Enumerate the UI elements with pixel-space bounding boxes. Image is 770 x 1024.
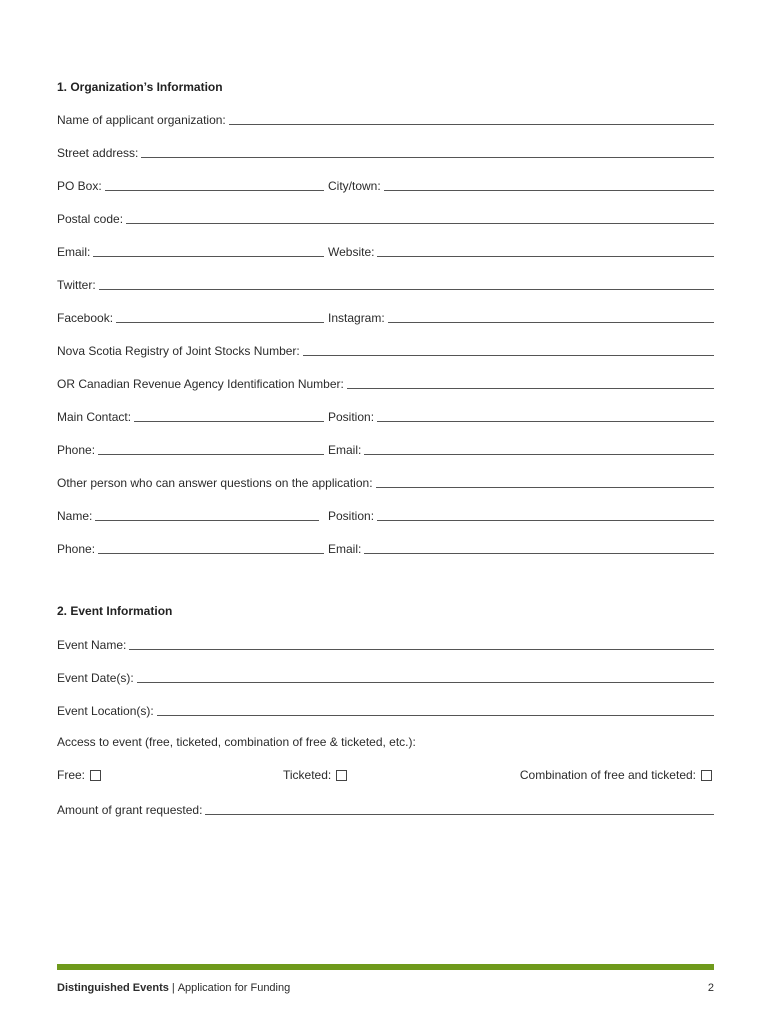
main-contact-input-line[interactable] — [134, 409, 324, 422]
row-cra-number — [57, 375, 714, 391]
cra-number-label: OR Canadian Revenue Agency Identification Number: — [57, 377, 344, 391]
row-postal — [57, 210, 714, 226]
event-name-input-line[interactable] — [129, 637, 714, 650]
event-name-label: Event Name: — [57, 638, 127, 652]
free-label: Free: — [57, 768, 86, 782]
event-location-label: Event Location(s): — [57, 704, 154, 718]
ns-registry-label: Nova Scotia Registry of Joint Stocks Number: — [57, 344, 300, 358]
ticketed-label: Ticketed: — [283, 768, 332, 782]
contact-email-label: Email: — [328, 443, 362, 457]
facebook-label: Facebook: — [57, 311, 114, 325]
page-number: 2 — [707, 982, 714, 994]
footer-separator: | — [171, 982, 175, 994]
event-dates-input-line[interactable] — [137, 670, 714, 683]
other-phone-label: Phone: — [57, 542, 96, 556]
combination-option[interactable] — [520, 767, 712, 783]
po-box-input-line[interactable] — [105, 178, 324, 191]
free-option[interactable] — [57, 767, 101, 783]
row-email-website — [57, 243, 714, 259]
website-field[interactable] — [328, 243, 714, 259]
applicant-org-input-line[interactable] — [229, 112, 714, 125]
email-label: Email: — [57, 245, 91, 259]
row-ns-registry — [57, 342, 714, 358]
ns-registry-field[interactable] — [57, 342, 714, 358]
position-label: Position: — [328, 410, 375, 424]
combination-checkbox[interactable] — [701, 770, 712, 781]
free-checkbox[interactable] — [90, 770, 101, 781]
other-email-label: Email: — [328, 542, 362, 556]
grant-amount-input-line[interactable] — [205, 802, 714, 815]
applicant-org-label: Name of applicant organization: — [57, 113, 226, 127]
applicant-org-field[interactable] — [57, 111, 714, 127]
other-position-label: Position: — [328, 509, 375, 523]
twitter-label: Twitter: — [57, 278, 96, 292]
contact-email-field[interactable] — [328, 441, 714, 457]
other-person-field[interactable] — [57, 474, 714, 490]
row-access-prompt — [57, 735, 714, 751]
row-twitter — [57, 276, 714, 292]
city-field[interactable] — [328, 177, 714, 193]
other-position-input-line[interactable] — [377, 508, 714, 521]
other-email-field[interactable] — [328, 540, 714, 556]
facebook-input-line[interactable] — [116, 310, 324, 323]
street-input-line[interactable] — [141, 145, 714, 158]
footer — [57, 982, 714, 998]
row-facebook-instagram — [57, 309, 714, 325]
name-input-line[interactable] — [95, 508, 319, 521]
event-name-field[interactable] — [57, 636, 714, 652]
website-label: Website: — [328, 245, 375, 259]
ns-registry-input-line[interactable] — [303, 343, 714, 356]
row-grant-amount — [57, 801, 714, 817]
section-title-organization: 1. Organization’s Information — [57, 80, 223, 94]
event-dates-label: Event Date(s): — [57, 671, 134, 685]
row-event-name — [57, 636, 714, 652]
event-location-field[interactable] — [57, 702, 714, 718]
facebook-field[interactable] — [57, 309, 324, 325]
footer-brand: Distinguished Events — [57, 982, 169, 994]
main-contact-label: Main Contact: — [57, 410, 132, 424]
website-input-line[interactable] — [377, 244, 714, 257]
email-field[interactable] — [57, 243, 324, 259]
ticketed-option[interactable] — [283, 767, 347, 783]
city-label: City/town: — [328, 179, 381, 193]
position-input-line[interactable] — [377, 409, 714, 422]
row-street — [57, 144, 714, 160]
row-event-dates — [57, 669, 714, 685]
grant-amount-label: Amount of grant requested: — [57, 803, 203, 817]
street-field[interactable] — [57, 144, 714, 160]
postal-input-line[interactable] — [126, 211, 714, 224]
other-phone-field[interactable] — [57, 540, 324, 556]
other-email-input-line[interactable] — [364, 541, 714, 554]
row-phone-email — [57, 441, 714, 457]
cra-number-field[interactable] — [57, 375, 714, 391]
other-person-input-line[interactable] — [376, 475, 714, 488]
row-access-options — [57, 767, 714, 783]
email-input-line[interactable] — [93, 244, 324, 257]
row-phone2-email3 — [57, 540, 714, 556]
combination-label: Combination of free and ticketed: — [519, 768, 696, 782]
postal-label: Postal code: — [57, 212, 124, 226]
cra-number-input-line[interactable] — [347, 376, 714, 389]
access-prompt-text: Access to event (free, ticketed, combination of free & ticketed, etc.): — [57, 735, 416, 749]
ticketed-checkbox[interactable] — [336, 770, 347, 781]
position-field[interactable] — [328, 408, 714, 424]
instagram-label: Instagram: — [328, 311, 385, 325]
phone-label: Phone: — [57, 443, 96, 457]
row-event-location — [57, 702, 714, 718]
other-position-field[interactable] — [328, 507, 714, 523]
phone-field[interactable] — [57, 441, 324, 457]
po-box-field[interactable] — [57, 177, 324, 193]
phone-input-line[interactable] — [98, 442, 324, 455]
row-main-contact — [57, 408, 714, 424]
contact-email-input-line[interactable] — [364, 442, 714, 455]
street-label: Street address: — [57, 146, 139, 160]
city-input-line[interactable] — [384, 178, 714, 191]
section-title-event: 2. Event Information — [57, 604, 173, 618]
event-location-input-line[interactable] — [157, 703, 714, 716]
name-field[interactable] — [57, 507, 319, 523]
name-label: Name: — [57, 509, 93, 523]
main-contact-field[interactable] — [57, 408, 324, 424]
grant-amount-field[interactable] — [57, 801, 714, 817]
po-box-label: PO Box: — [57, 179, 102, 193]
footer-subtitle: Application for Funding — [177, 982, 291, 994]
footer-accent-bar — [57, 964, 714, 970]
other-phone-input-line[interactable] — [98, 541, 324, 554]
row-other-person — [57, 474, 714, 490]
instagram-input-line[interactable] — [388, 310, 714, 323]
instagram-field[interactable] — [328, 309, 714, 325]
row-applicant-org — [57, 111, 714, 127]
other-person-label: Other person who can answer questions on the application: — [57, 476, 373, 490]
row-pobox-city — [57, 177, 714, 193]
event-dates-field[interactable] — [57, 669, 714, 685]
row-name-position — [57, 507, 714, 523]
twitter-field[interactable] — [57, 276, 714, 292]
postal-field[interactable] — [57, 210, 714, 226]
twitter-input-line[interactable] — [99, 277, 714, 290]
